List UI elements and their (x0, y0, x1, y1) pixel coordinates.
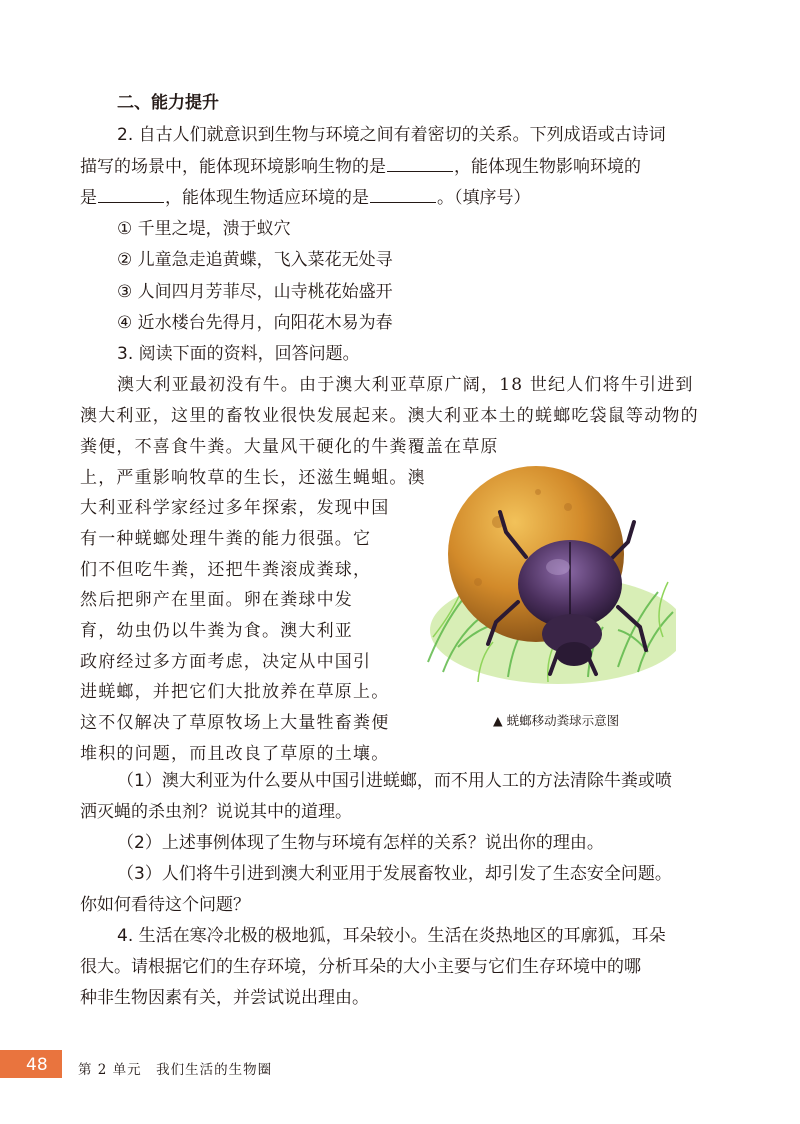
q3-sub-question-1: （1）澳大利亚为什么要从中国引进蜣螂，而不用人工的方法清除牛粪或喷 (117, 771, 672, 791)
q2-option-3: ③ 人间四月芳菲尽，山寺桃花始盛开 (117, 282, 393, 302)
q2-line-2-part-b: ，能体现生物影响环境的 (454, 157, 641, 177)
section-heading: 二、能力提升 (117, 93, 219, 113)
q3-reading-line: 粪便，不喜食牛粪。大量风干硬化的牛粪覆盖在草原 (80, 437, 499, 457)
page-number: 48 (26, 1055, 48, 1075)
q3-reading-line: 进蜣螂，并把它们大批放养在草原上。 (80, 682, 390, 702)
dung-beetle-illustration (418, 462, 676, 686)
q2-line-2 (80, 158, 641, 176)
q2-line-3-part-b: ，能体现生物适应环境的是 (165, 188, 369, 208)
q4-line-2: 很大。请根据它们的生存环境，分析耳朵的大小主要与它们生存环境中的哪 (80, 957, 641, 977)
q3-sub-question-3-cont: 你如何看待这个问题？ (80, 895, 250, 915)
q2-option-4: ④ 近水楼台先得月，向阳花木易为春 (117, 313, 393, 333)
q3-reading-line: 有一种蜣螂处理牛粪的能力很强。它 (80, 529, 372, 549)
q3-reading-line: 然后把卵产在里面。卵在粪球中发 (80, 590, 353, 610)
q3-reading-line: 上，严重影响牧草的生长，还滋生蝇蛆。澳 (80, 468, 426, 488)
q2-option-2: ② 儿童急走追黄蝶，飞入菜花无处寻 (117, 250, 393, 270)
q3-reading-line: 政府经过多方面考虑，决定从中国引 (80, 652, 372, 672)
q3-reading-line: 澳大利亚，这里的畜牧业很快发展起来。澳大利亚本土的蜣螂吃袋鼠等动物的 (80, 406, 699, 426)
answer-blank-2[interactable] (98, 189, 164, 203)
q3-reading-line: 育，幼虫仍以牛粪为食。澳大利亚 (80, 621, 353, 641)
q3-reading-line: 们不但吃牛粪，还把牛粪滚成粪球， (80, 560, 372, 580)
unit-title: 第 2 单元 我们生活的生物圈 (78, 1062, 273, 1078)
q3-prompt: 3. 阅读下面的资料，回答问题。 (117, 344, 360, 364)
q2-line-3-part-a: 是 (80, 188, 97, 208)
q3-reading-line: 堆积的问题，而且改良了草原的土壤。 (80, 744, 390, 764)
q4-line-3: 种非生物因素有关，并尝试说出理由。 (80, 988, 369, 1008)
q2-line-2-part-a: 描写的场景中，能体现环境影响生物的是 (80, 157, 386, 177)
answer-blank-1[interactable] (387, 158, 453, 172)
q2-line-3 (80, 189, 531, 207)
q2-option-1: ① 千里之堤，溃于蚁穴 (117, 219, 291, 239)
q3-sub-question-3: （3）人们将牛引进到澳大利亚用于发展畜牧业，却引发了生态安全问题。 (117, 864, 672, 884)
q3-reading-line: 澳大利亚最初没有牛。由于澳大利亚草原广阔，18 世纪人们将牛引进到 (117, 375, 694, 395)
q3-sub-question-2: （2）上述事例体现了生物与环境有怎样的关系？说出你的理由。 (117, 833, 604, 853)
q4-line-1: 4. 生活在寒冷北极的极地狐，耳朵较小。生活在炎热地区的耳廓狐，耳朵 (117, 926, 666, 946)
answer-blank-3[interactable] (370, 189, 436, 203)
q3-reading-line: 大利亚科学家经过多年探索，发现中国 (80, 498, 390, 518)
q2-line-1: 2. 自古人们就意识到生物与环境之间有着密切的关系。下列成语或古诗词 (117, 125, 666, 145)
figure-caption: ▲ 蜣螂移动粪球示意图 (493, 713, 620, 728)
q3-reading-line: 这不仅解决了草原牧场上大量牲畜粪便 (80, 713, 390, 733)
q3-sub-question-1-cont: 洒灭蝇的杀虫剂？说说其中的道理。 (80, 802, 352, 822)
q2-line-3-part-c: 。（填序号） (437, 188, 531, 208)
